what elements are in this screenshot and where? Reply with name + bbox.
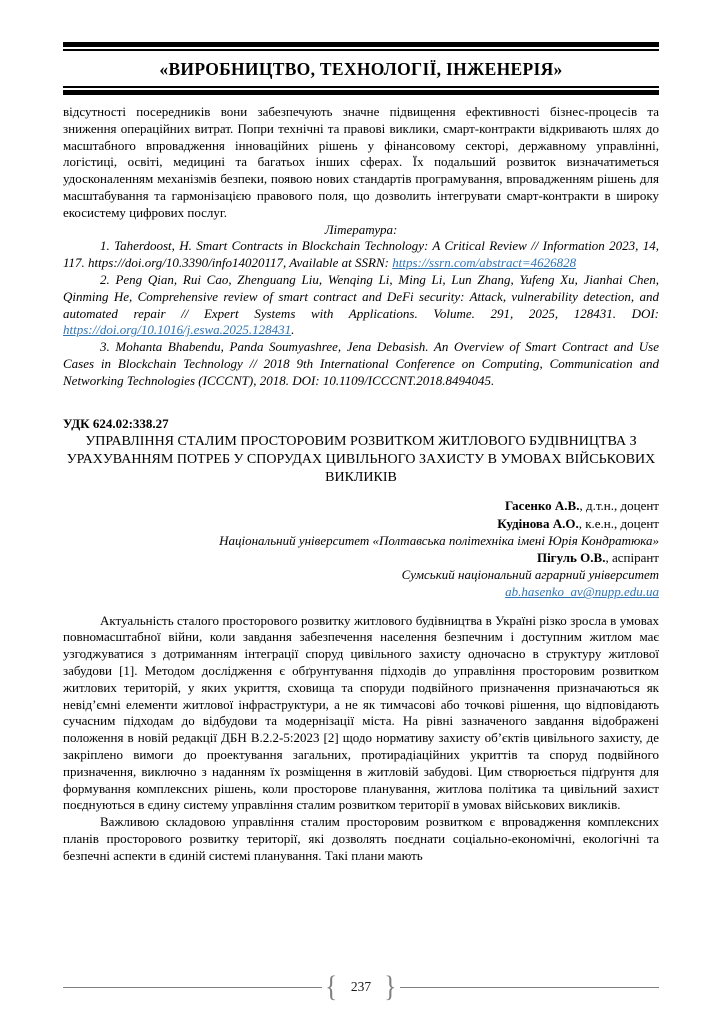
author-line-2 [63,515,659,532]
journal-header-banner [63,42,659,95]
body-paragraph-2: Важливою складовою управління сталим просторовим розвитком є впровадження комплексних планів просторового розвитку території, які дозволять поєднати соціально-економічні, екологічні та безпечні аспекти в єдиній системі планування. Такі плани мають [63,814,659,863]
author-2-degree: , к.е.н., доцент [578,515,659,531]
author-line-1 [63,497,659,514]
reference-2-suffix: . [291,322,295,338]
reference-item-3 [63,339,659,389]
reference-item-1 [63,238,659,272]
author-email-link[interactable]: ab.hasenko_av@nupp.edu.ua [505,584,659,600]
footer-brace-left-icon: { [325,970,338,1003]
article-header [63,416,659,488]
page-content [63,42,659,865]
article-title: УПРАВЛІННЯ СТАЛИМ ПРОСТОРОВИМ РОЗВИТКОМ ЖИТЛОВОГО БУДІВНИЦТВА З УРАХУВАННЯМ ПОТРЕБ У СПОРУДАХ ЦИВІЛЬНОГО ЗАХИСТУ В УМОВАХ ВІЙСЬКОВИХ ВИКЛИКІВ [66,434,656,486]
reference-2-link[interactable]: https://doi.org/10.1016/j.eswa.2025.128431 [63,322,292,338]
journal-title: «ВИРОБНИЦТВО, ТЕХНОЛОГІЇ, ІНЖЕНЕРІЯ» [63,49,659,88]
email-line [63,583,659,600]
reference-2-text: 2. Peng Qian, Rui Cao, Zhenguang Liu, Wenqing Li, Ming Li, Lun Zhang, Yufeng Xu, Jianhai Chen, Qinming He, Comprehensive review of smart contract and DeFi security: Attack, vulnerability detection, and automated repair // Expert Systems with Applications. Volume. 291, 2025, 128431. DOI: [63,271,659,321]
author-2-name: Кудінова А.О. [497,515,579,531]
author-3-name: Пігуль О.В. [536,549,606,565]
continuation-paragraph: відсутності посередників вони забезпечують значне підвищення ефективності бізнес-процесів та зниження операційних витрат. Попри технічні та правові виклики, смарт-контракти відкривають шлях до масштабного впровадження інноваційних рішень у фінансовому секторі, державному управлінні, логістиці, освіті, медицині та багатьох інших сферах. Їх подальший розвиток визначатиметься удосконаленням механізмів безпеки, появою нових стандартів програмування, впровадженням рішень для масштабування та гармонізацією правового поля, що дозволить інтегрувати смарт-контракти в широку екосистему цифрових послуг. [63,104,659,220]
udc-code: УДК 624.02:338.27 [63,415,169,431]
reference-1-text: 1. Taherdoost, H. Smart Contracts in Blockchain Technology: A Critical Review // Information 2023, 14, 117. https://doi.org/10.3390/info14020117, Available at SSRN: [63,238,659,271]
reference-item-2 [63,272,659,339]
footer-brace-right-icon: } [384,970,397,1003]
affiliation-2: Сумський національний аграрний університет [401,567,659,583]
author-3-degree: , аспірант [605,549,659,565]
author-1-name: Гасенко А.В. [505,498,580,514]
page-number: 237 [350,978,372,994]
page-footer [63,972,659,1002]
author-line-3 [63,549,659,566]
footer-rule-right [400,987,659,988]
affiliation-1: Національний університет «Полтавська політехніка імені Юрія Кондратюка» [219,532,659,548]
article-body [63,613,659,865]
references-heading: Література: [324,221,398,237]
footer-rule-left [63,987,322,988]
reference-1-link[interactable]: https://ssrn.com/abstract=4626828 [392,255,577,271]
authors-block [63,497,659,600]
author-1-degree: , д.т.н., доцент [579,498,659,514]
body-paragraph-1: Актуальність сталого просторового розвитку житлового будівництва в Україні різко зросла в умовах повномасштабної війни, коли завдання забезпечення населення безпечним і доступним житлом має узгоджуватися з дотриманням інтеграції споруд цивільного захисту одночасно в структуру житлової забудови [1]. Методом дослідження є обґрунтування підходів до управління просторовим розвитком житлових територій, у яких укриття, сховища та споруди подвійного призначення призначаються як невід’ємні елементи житлової інфраструктури, а не як тимчасові або точкові рішення, що відповідають сучасним підходам до відбудови та модернізації міста. На рівні зазначеного завдання відображені положення в новій редакції ДБН В.2.2-5:2023 [2] щодо нормативу захисту об’єктів цивільного захисту, де закріплено вимоги до проектування загальних, протирадіаційних укриттів та споруд подвійного призначення, виключно з наданням їх розміщення в житловій забудові. Цим створюється підґрунтя для формування комплексних рішень, коли просторове планування, житлова політика та цивільний захист поєднуються в єдину систему управління сталим розвитком території в умовах військових викликів. [63,612,659,813]
reference-3-text: 3. Mohanta Bhabendu, Panda Soumyashree, Jena Debasish. An Overview of Smart Contract and Use Cases in Blockchain Technology // 2018 9th International Conference on Computing, Communication and Networking Technologies (ICCCNT), 2018. DOI: 10.1109/ICCCNT.2018.8494045. [63,339,659,388]
